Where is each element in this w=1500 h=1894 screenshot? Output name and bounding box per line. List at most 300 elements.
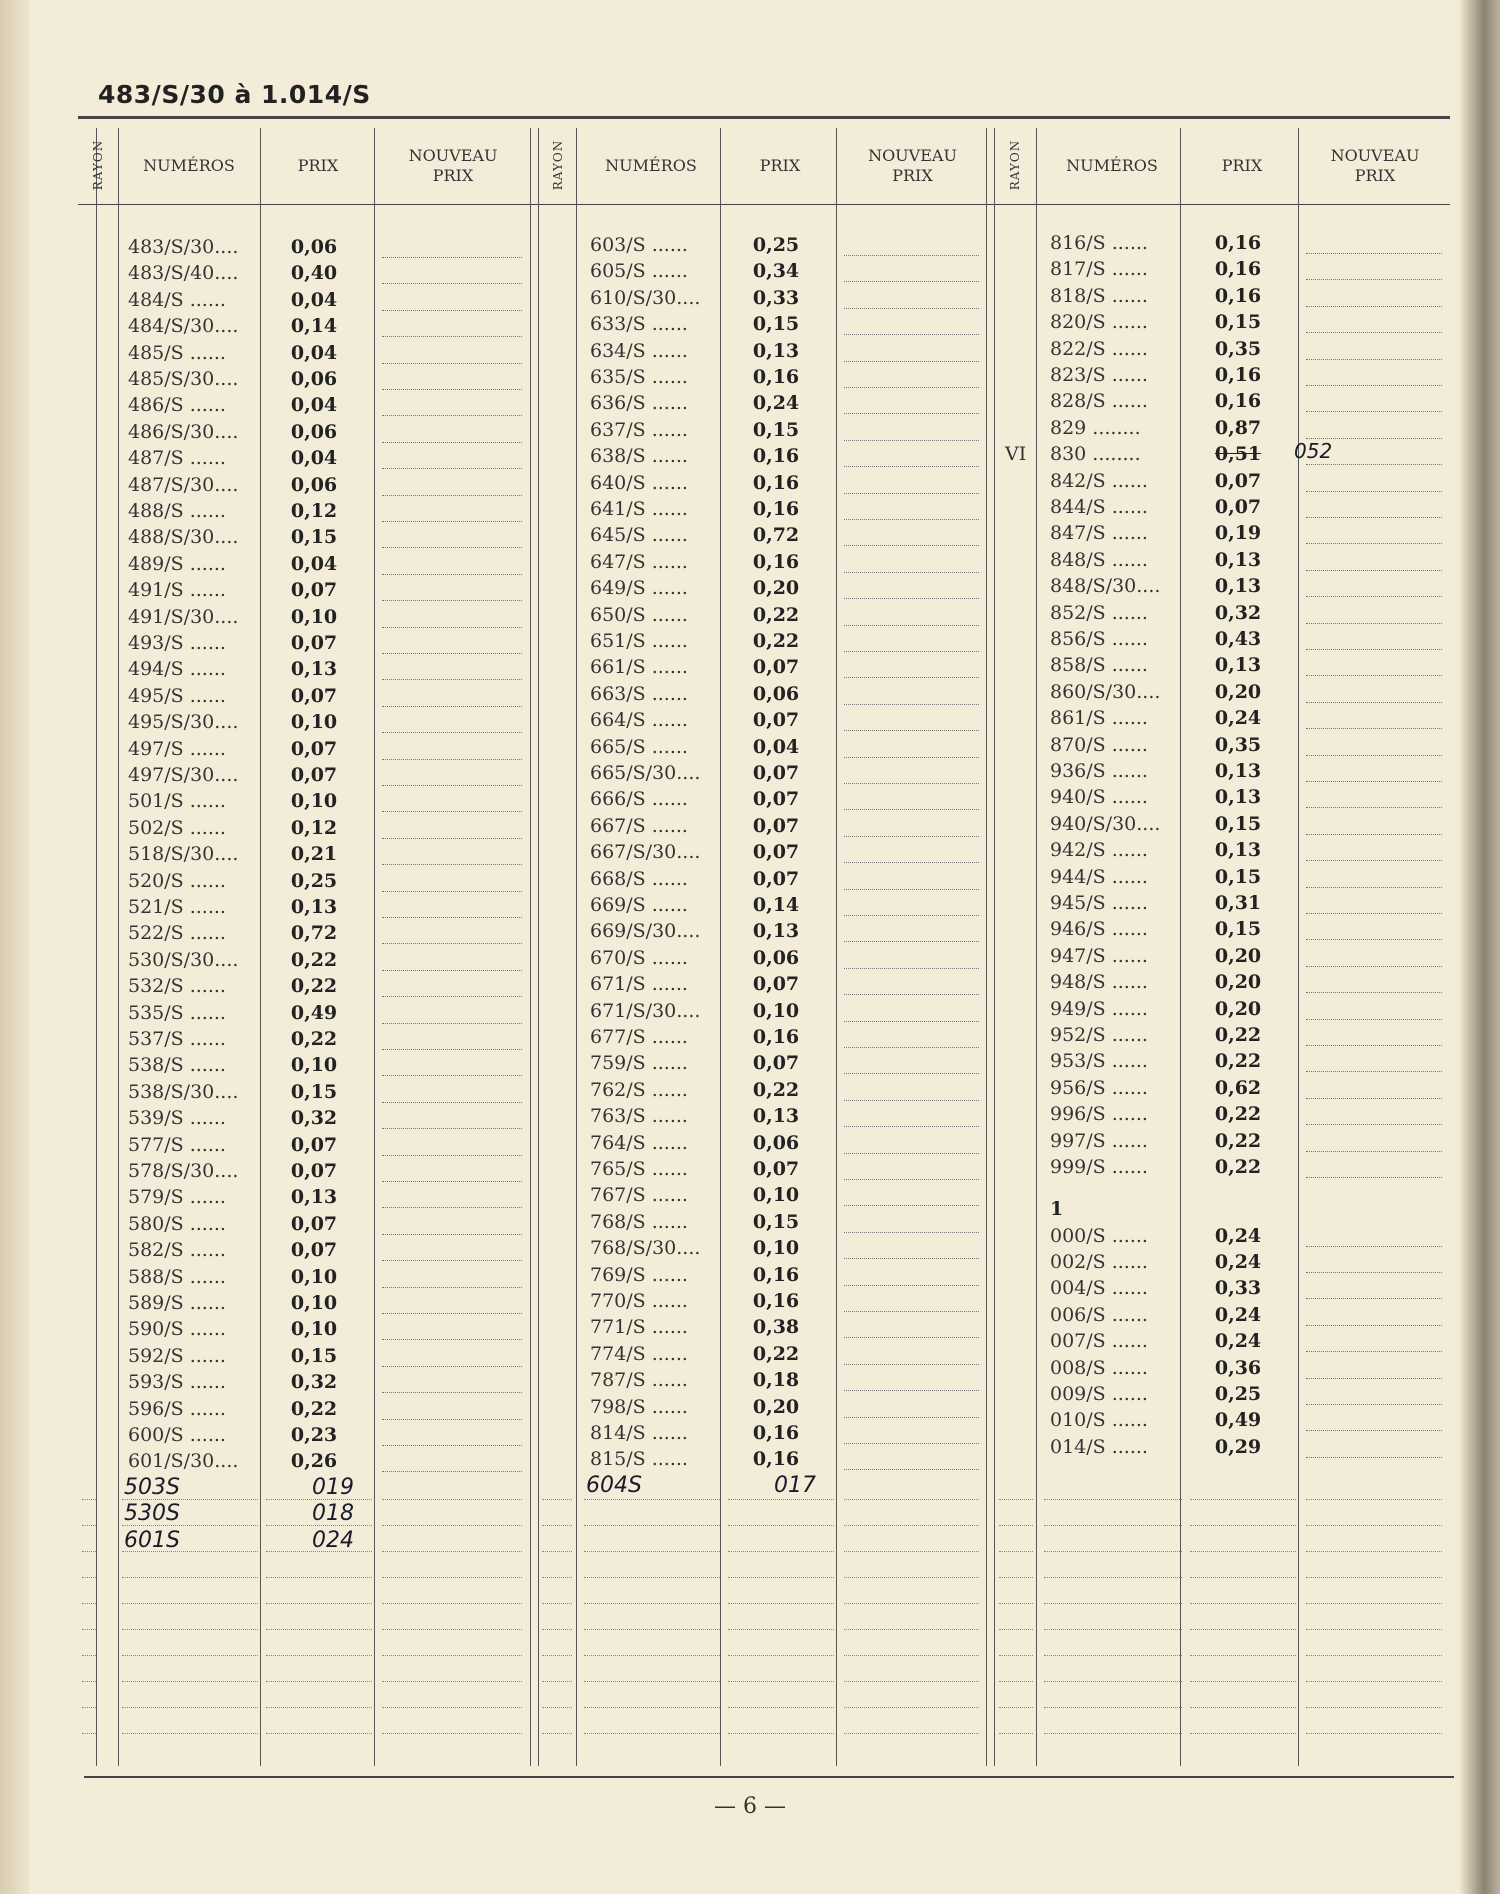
row-numero: 996/S ...... [1050,1103,1148,1126]
row-prix: 0,22 [290,1028,338,1050]
row-prix: 0,20 [1214,997,1262,1020]
nouveau-prix-line [382,599,522,601]
row-prix: 0,07 [290,737,338,760]
row-numero: 669/S ...... [590,894,688,916]
column-divider [538,128,539,1766]
row-numero: 605/S ...... [590,260,688,283]
nouveau-prix-line [382,1074,522,1076]
blank-rule [584,1576,720,1578]
handwritten-numero: 530S [124,1501,180,1527]
column-divider [1180,128,1181,1766]
header-nouveau-label: NOUVEAU [408,146,498,165]
nouveau-prix-line [382,1127,522,1129]
row-prix: 0,33 [752,286,800,309]
row-prix: 0,15 [1214,865,1262,888]
row-numero: 947/S ...... [1050,944,1148,967]
blank-rule [382,1576,522,1578]
blank-rule [82,1602,96,1604]
row-numero: 000/S ...... [1050,1224,1148,1247]
nouveau-prix-line [1306,1324,1442,1326]
row-numero: 651/S ...... [590,630,688,652]
blank-rule [999,1602,1033,1604]
row-prix: 0,10 [290,1292,338,1314]
row-prix: 0,07 [752,762,800,784]
nouveau-prix-line [382,995,522,997]
row-prix: 0,22 [290,975,338,998]
row-prix: 0,07 [752,814,800,837]
nouveau-prix-line [382,705,522,707]
row-prix: 0,22 [290,1397,338,1420]
row-numero: 649/S ...... [590,577,688,600]
row-prix: 0,07 [752,788,800,811]
blank-rule [1190,1654,1296,1656]
row-prix: 0,20 [752,577,800,600]
row-prix: 0,16 [752,445,800,468]
row-prix: 0,14 [752,894,800,916]
blank-rule [728,1498,834,1500]
row-prix: 0,22 [1214,1156,1262,1178]
row-numero: 665/S/30.... [590,762,701,784]
row-numero: 774/S ...... [590,1342,688,1365]
row-prix: 0,13 [290,658,338,681]
blank-rule [999,1680,1033,1682]
nouveau-prix-line [844,1020,979,1022]
row-numero: 004/S ...... [1050,1277,1148,1300]
blank-rule [844,1498,979,1500]
row-numero: 816/S ...... [1050,232,1148,254]
page-title: 483/S/30 à 1.014/S [98,80,371,109]
row-prix: 0,32 [290,1107,338,1130]
row-prix: 0,07 [752,841,800,864]
nouveau-prix-line [382,414,522,416]
row-numero: 940/S ...... [1050,786,1148,809]
nouveau-prix-line [1306,1403,1442,1405]
row-prix: 0,16 [752,1290,800,1312]
nouveau-prix-line [844,1442,979,1444]
nouveau-prix-line [1306,886,1442,888]
row-numero: 518/S/30.... [128,843,239,866]
nouveau-prix-line [844,1125,979,1127]
row-prix: 0,25 [290,869,338,892]
handwritten-correction: 052 [1294,439,1333,464]
blank-rule [122,1576,258,1578]
nouveau-prix-line [382,546,522,548]
blank-rule [584,1602,720,1604]
row-prix: 0,10 [290,1318,338,1341]
blank-rule [1306,1680,1442,1682]
nouveau-prix-line [844,914,979,916]
row-numero: 497/S ...... [128,737,226,760]
row-numero: 582/S ...... [128,1239,226,1262]
blank-rule [1190,1550,1296,1552]
row-numero: 488/S ...... [128,500,226,522]
row-numero: 493/S ...... [128,632,226,654]
blank-rule [1044,1680,1182,1682]
blank-rule [844,1732,979,1734]
nouveau-prix-line [382,1391,522,1393]
blank-rule [82,1680,96,1682]
nouveau-prix-line [1306,1429,1442,1431]
header-nouveau-prix [840,146,985,186]
row-prix: 0,13 [752,339,800,362]
blank-rule [584,1654,720,1656]
nouveau-prix-line [382,1233,522,1235]
nouveau-prix-line [1306,965,1442,967]
column-divider [836,128,837,1766]
row-numero: 770/S ...... [590,1290,688,1312]
blank-rule [266,1550,372,1552]
row-prix: 0,18 [752,1369,800,1392]
nouveau-prix-line [844,967,979,969]
blank-rule [1044,1628,1182,1630]
blank-rule [999,1628,1033,1630]
row-numero: 600/S ...... [128,1424,226,1446]
nouveau-prix-line [382,573,522,575]
row-prix: 0,15 [1214,311,1262,334]
blank-rule [999,1498,1033,1500]
row-numero: 765/S ...... [590,1158,688,1180]
nouveau-prix-line [844,492,979,494]
blank-rule [122,1732,258,1734]
blank-rule [584,1524,720,1526]
nouveau-prix-line [382,678,522,680]
blank-rule [382,1524,522,1526]
row-prix: 0,20 [1214,680,1262,703]
bottom-rule [84,1776,1454,1778]
row-prix: 0,22 [752,630,800,652]
row-numero: 936/S ...... [1050,760,1148,782]
row-prix: 0,22 [1214,1050,1262,1073]
row-prix: 0,31 [1214,892,1262,914]
row-prix: 0,24 [1214,1330,1262,1353]
blank-rule [542,1576,572,1578]
blank-rule [1306,1732,1442,1734]
nouveau-prix-line [382,1312,522,1314]
nouveau-prix-line [382,1180,522,1182]
nouveau-prix-line [844,465,979,467]
row-numero: 640/S ...... [590,471,688,494]
row-numero: 002/S ...... [1050,1251,1148,1274]
header-prix: PRIX [1221,156,1263,175]
row-prix: 0,15 [752,1210,800,1233]
nouveau-prix-line [382,969,522,971]
nouveau-prix-line [844,729,979,731]
nouveau-prix-line [1306,278,1442,280]
blank-rule [1044,1602,1182,1604]
row-numero: 491/S/30.... [128,605,239,628]
nouveau-prix-line [1306,859,1442,861]
nouveau-prix-line [844,307,979,309]
blank-rule [542,1498,572,1500]
row-numero: 953/S ...... [1050,1050,1148,1073]
row-numero: 633/S ...... [590,313,688,336]
nouveau-prix-line [1306,1271,1442,1273]
row-prix: 0,16 [752,1448,800,1471]
row-prix: 0,35 [1214,337,1262,360]
nouveau-prix-line [1306,727,1442,729]
blank-rule [728,1550,834,1552]
nouveau-prix-line [1306,674,1442,676]
handwritten-prix: 018 [312,1501,354,1527]
nouveau-prix-line [382,758,522,760]
blank-rule [542,1680,572,1682]
row-prix: 0,06 [290,473,338,496]
row-prix: 0,13 [1214,786,1262,809]
row-numero: 663/S ...... [590,682,688,705]
row-numero: 861/S ...... [1050,707,1148,730]
row-prix: 0,10 [290,605,338,628]
nouveau-prix-line [382,916,522,918]
column-divider [986,128,987,1766]
blank-rule [266,1524,372,1526]
row-numero: 486/S ...... [128,394,226,417]
blank-rule [542,1524,572,1526]
row-prix: 0,15 [290,1080,338,1103]
row-prix: 0,07 [752,656,800,679]
nouveau-prix-line [1306,1150,1442,1152]
row-numero: 483/S/40.... [128,262,239,285]
blank-rule [542,1654,572,1656]
row-prix: 0,06 [290,368,338,390]
nouveau-prix-line [1306,305,1442,307]
row-prix: 0,14 [290,315,338,338]
blank-rule [1190,1498,1296,1500]
row-numero: 610/S/30.... [590,286,701,309]
blank-rule [122,1680,258,1682]
row-numero: 946/S ...... [1050,918,1148,941]
row-numero: 661/S ...... [590,656,688,679]
blank-rule [266,1732,372,1734]
nouveau-prix-line [1306,806,1442,808]
nouveau-prix-line [844,254,979,256]
row-prix: 0,13 [752,920,800,943]
blank-rule [728,1628,834,1630]
row-numero: 538/S/30.... [128,1080,239,1103]
nouveau-prix-line [844,1257,979,1259]
row-prix: 0,07 [752,867,800,890]
row-numero: 814/S ...... [590,1422,688,1444]
blank-rule [82,1498,96,1500]
row-prix: 0,13 [290,1186,338,1209]
row-prix: 0,22 [1214,1024,1262,1046]
row-numero: 852/S ...... [1050,601,1148,624]
row-prix: 0,06 [752,1131,800,1154]
row-numero: 823/S ...... [1050,364,1148,386]
row-prix: 0,72 [290,922,338,945]
row-prix: 0,07 [290,1133,338,1156]
blank-rule [1190,1602,1296,1604]
blank-rule [584,1498,720,1500]
row-numero: 815/S ...... [590,1448,688,1471]
row-prix: 0,13 [1214,760,1262,782]
row-prix: 0,62 [1214,1076,1262,1099]
row-prix: 0,40 [290,262,338,285]
row-numero: 006/S ...... [1050,1303,1148,1326]
row-prix: 0,15 [1214,918,1262,941]
handwritten-numero: 601S [124,1527,180,1553]
blank-rule [999,1732,1033,1734]
row-numero: 945/S ...... [1050,892,1148,914]
row-numero: 645/S ...... [590,524,688,547]
blank-rule [1190,1680,1296,1682]
row-prix: 0,24 [752,392,800,415]
blank-rule [1044,1550,1182,1552]
blank-rule [382,1706,522,1708]
nouveau-prix-line [844,782,979,784]
row-numero: 817/S ...... [1050,258,1148,281]
blank-rule [1190,1524,1296,1526]
row-numero: 667/S ...... [590,814,688,837]
row-numero: 763/S ...... [590,1105,688,1128]
header-numeros: NUMÉROS [605,156,697,175]
blank-rule [266,1576,372,1578]
row-numero: 769/S ...... [590,1263,688,1286]
blank-rule [584,1706,720,1708]
row-prix: 0,24 [1214,707,1262,730]
row-prix: 0,22 [1214,1103,1262,1126]
blank-rule [1044,1524,1182,1526]
row-prix: 0,49 [290,1001,338,1024]
nouveau-prix-line [1306,384,1442,386]
row-numero: 502/S ...... [128,816,226,839]
blank-rule [266,1498,372,1500]
nouveau-prix-line [844,1152,979,1154]
row-numero: 485/S/30.... [128,368,239,390]
row-numero: 667/S/30.... [590,841,701,864]
row-prix: 0,15 [752,313,800,336]
nouveau-prix-line [1306,490,1442,492]
blank-rule [1190,1732,1296,1734]
nouveau-prix-line [1306,991,1442,993]
blank-rule [266,1602,372,1604]
nouveau-prix-line [844,993,979,995]
nouveau-prix-line [1306,780,1442,782]
row-numero: 787/S ...... [590,1369,688,1392]
row-prix: 0,38 [752,1316,800,1339]
row-prix: 0,04 [290,552,338,575]
row-prix: 0,20 [752,1395,800,1418]
nouveau-prix-line [1306,516,1442,518]
blank-rule [728,1602,834,1604]
row-numero: 589/S ...... [128,1292,226,1314]
row-numero: 828/S ...... [1050,390,1148,413]
row-rayon: VI [1005,443,1027,466]
blank-rule [382,1498,522,1500]
blank-rule [82,1706,96,1708]
blank-rule [1044,1706,1182,1708]
blank-rule [382,1628,522,1630]
blank-rule [1306,1654,1442,1656]
row-prix: 0,36 [1214,1356,1262,1379]
group-label: 1 [1050,1198,1064,1221]
row-prix: 0,07 [1214,496,1262,518]
row-prix: 0,20 [1214,944,1262,967]
row-numero: 942/S ...... [1050,839,1148,862]
row-prix: 0,16 [752,1263,800,1286]
blank-rule [542,1602,572,1604]
blank-rule [844,1524,979,1526]
column-divider [260,128,261,1766]
nouveau-prix-line [382,520,522,522]
nouveau-prix-line [382,494,522,496]
row-numero: 829 ........ [1050,416,1141,439]
blank-rule [1190,1706,1296,1708]
blank-rule [584,1732,720,1734]
row-numero: 818/S ...... [1050,284,1148,307]
blank-rule [1044,1654,1182,1656]
row-numero: 601/S/30.... [128,1450,239,1473]
blank-rule [382,1550,522,1552]
header-prix-label: PRIX [892,166,933,185]
nouveau-prix-line [1306,410,1442,412]
nouveau-prix-line [844,518,979,520]
row-prix: 0,43 [1214,628,1262,650]
blank-rule [1306,1628,1442,1630]
nouveau-prix-line [1306,358,1442,360]
header-numeros: NUMÉROS [143,156,235,175]
row-prix: 0,07 [752,709,800,732]
row-prix: 0,16 [1214,364,1262,386]
handwritten-numero: 503S [124,1474,180,1500]
row-numero: 870/S ...... [1050,733,1148,756]
nouveau-prix-line [844,756,979,758]
row-numero: 847/S ...... [1050,522,1148,545]
row-prix: 0,10 [752,999,800,1022]
blank-rule [542,1732,572,1734]
row-prix: 0,32 [290,1371,338,1394]
nouveau-prix-line [844,835,979,837]
row-numero: 593/S ...... [128,1371,226,1394]
blank-rule [122,1602,258,1604]
row-prix: 0,24 [1214,1224,1262,1247]
nouveau-prix-line [382,256,522,258]
row-numero: 830 ........ [1050,443,1141,466]
row-numero: 010/S ...... [1050,1409,1148,1432]
row-prix: 0,72 [752,524,800,547]
row-prix: 0,06 [290,236,338,258]
row-prix: 0,22 [752,603,800,626]
row-prix: 0,12 [290,816,338,839]
nouveau-prix-line [844,888,979,890]
nouveau-prix-line [1306,701,1442,703]
nouveau-prix-line [1306,1044,1442,1046]
row-prix: 0,10 [290,711,338,734]
nouveau-prix-line [382,362,522,364]
nouveau-prix-line [844,1231,979,1233]
row-prix: 0,04 [290,447,338,470]
nouveau-prix-line [382,1338,522,1340]
row-prix: 0,22 [752,1078,800,1101]
row-numero: 798/S ...... [590,1395,688,1418]
row-prix: 0,20 [1214,971,1262,994]
row-numero: 956/S ...... [1050,1076,1148,1099]
blank-rule [266,1628,372,1630]
blank-rule [728,1732,834,1734]
row-prix: 0,13 [1214,575,1262,598]
row-prix: 0,04 [290,341,338,364]
row-prix: 0,07 [290,579,338,602]
row-prix: 0,21 [290,843,338,866]
blank-rule [542,1628,572,1630]
blank-rule [82,1654,96,1656]
blank-rule [584,1680,720,1682]
nouveau-prix-line [382,1444,522,1446]
row-prix: 0,19 [1214,522,1262,545]
nouveau-prix-line [382,282,522,284]
nouveau-prix-line [844,940,979,942]
nouveau-prix-line [1306,1123,1442,1125]
row-prix: 0,06 [752,682,800,705]
